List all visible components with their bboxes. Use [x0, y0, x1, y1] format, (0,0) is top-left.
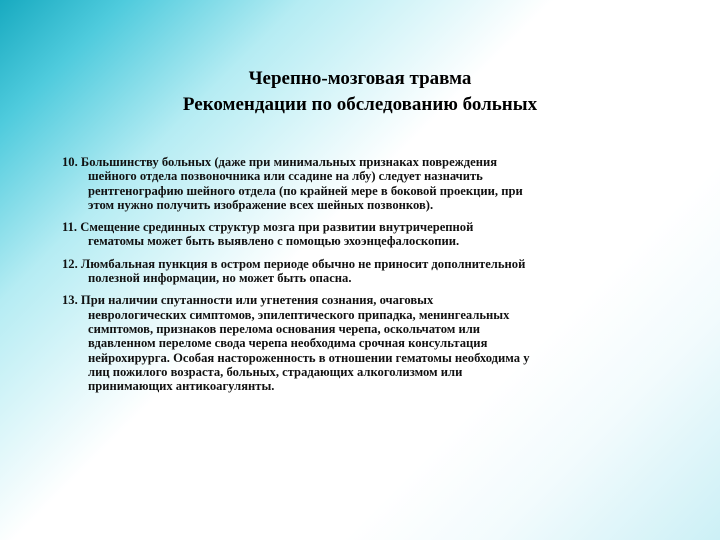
item-line: лиц пожилого возраста, больных, страдающих алкоголизмом или — [88, 364, 463, 379]
list-item-13 — [62, 293, 672, 393]
item-line: вдавленном переломе свода черепа необходима срочная консультация — [88, 336, 488, 351]
item-line: рентгенографию шейного отдела (по крайней мере в боковой проекции, при — [88, 183, 523, 198]
title-line-1: Черепно-мозговая травма — [248, 68, 472, 89]
item-line: принимающих антикоагулянты. — [88, 379, 275, 394]
title-line-2: Рекомендации по обследованию больных — [182, 94, 538, 115]
list-item-10 — [62, 155, 672, 212]
item-line: Люмбальная пункция в остром периоде обычно не приносит дополнительной — [80, 256, 526, 271]
item-number: 12. — [62, 256, 78, 271]
item-line: шейного отдела позвоночника или ссадине на лбу) следует назначить — [88, 169, 483, 184]
list-item-11 — [62, 220, 672, 249]
item-line: Смещение срединных структур мозга при развитии внутричерепной — [80, 220, 474, 235]
item-line: симптомов, признаков перелома основания черепа, оскольчатом или — [88, 321, 481, 336]
slide-title — [60, 66, 660, 118]
item-line: нейрохирурга. Особая настороженность в отношении гематомы необходима у — [88, 350, 530, 365]
item-line: неврологических симптомов, эпилептического припадка, менингеальных — [88, 307, 510, 322]
recommendations-list — [62, 155, 672, 401]
item-line: этом нужно получить изображение всех шейных позвонков). — [88, 197, 434, 212]
item-line: гематомы может быть выявлено с помощью эхоэнцефалоскопии. — [88, 234, 460, 249]
item-line: полезной информации, но может быть опасна. — [88, 271, 352, 286]
item-number: 11. — [62, 220, 78, 235]
list-item-12 — [62, 257, 672, 286]
item-line: Большинству больных (даже при минимальных признаках повреждения — [80, 155, 498, 169]
item-number: 13. — [62, 293, 78, 308]
item-line: При наличии спутанности или угнетения сознания, очаговых — [80, 293, 434, 308]
item-number: 10. — [62, 155, 78, 169]
